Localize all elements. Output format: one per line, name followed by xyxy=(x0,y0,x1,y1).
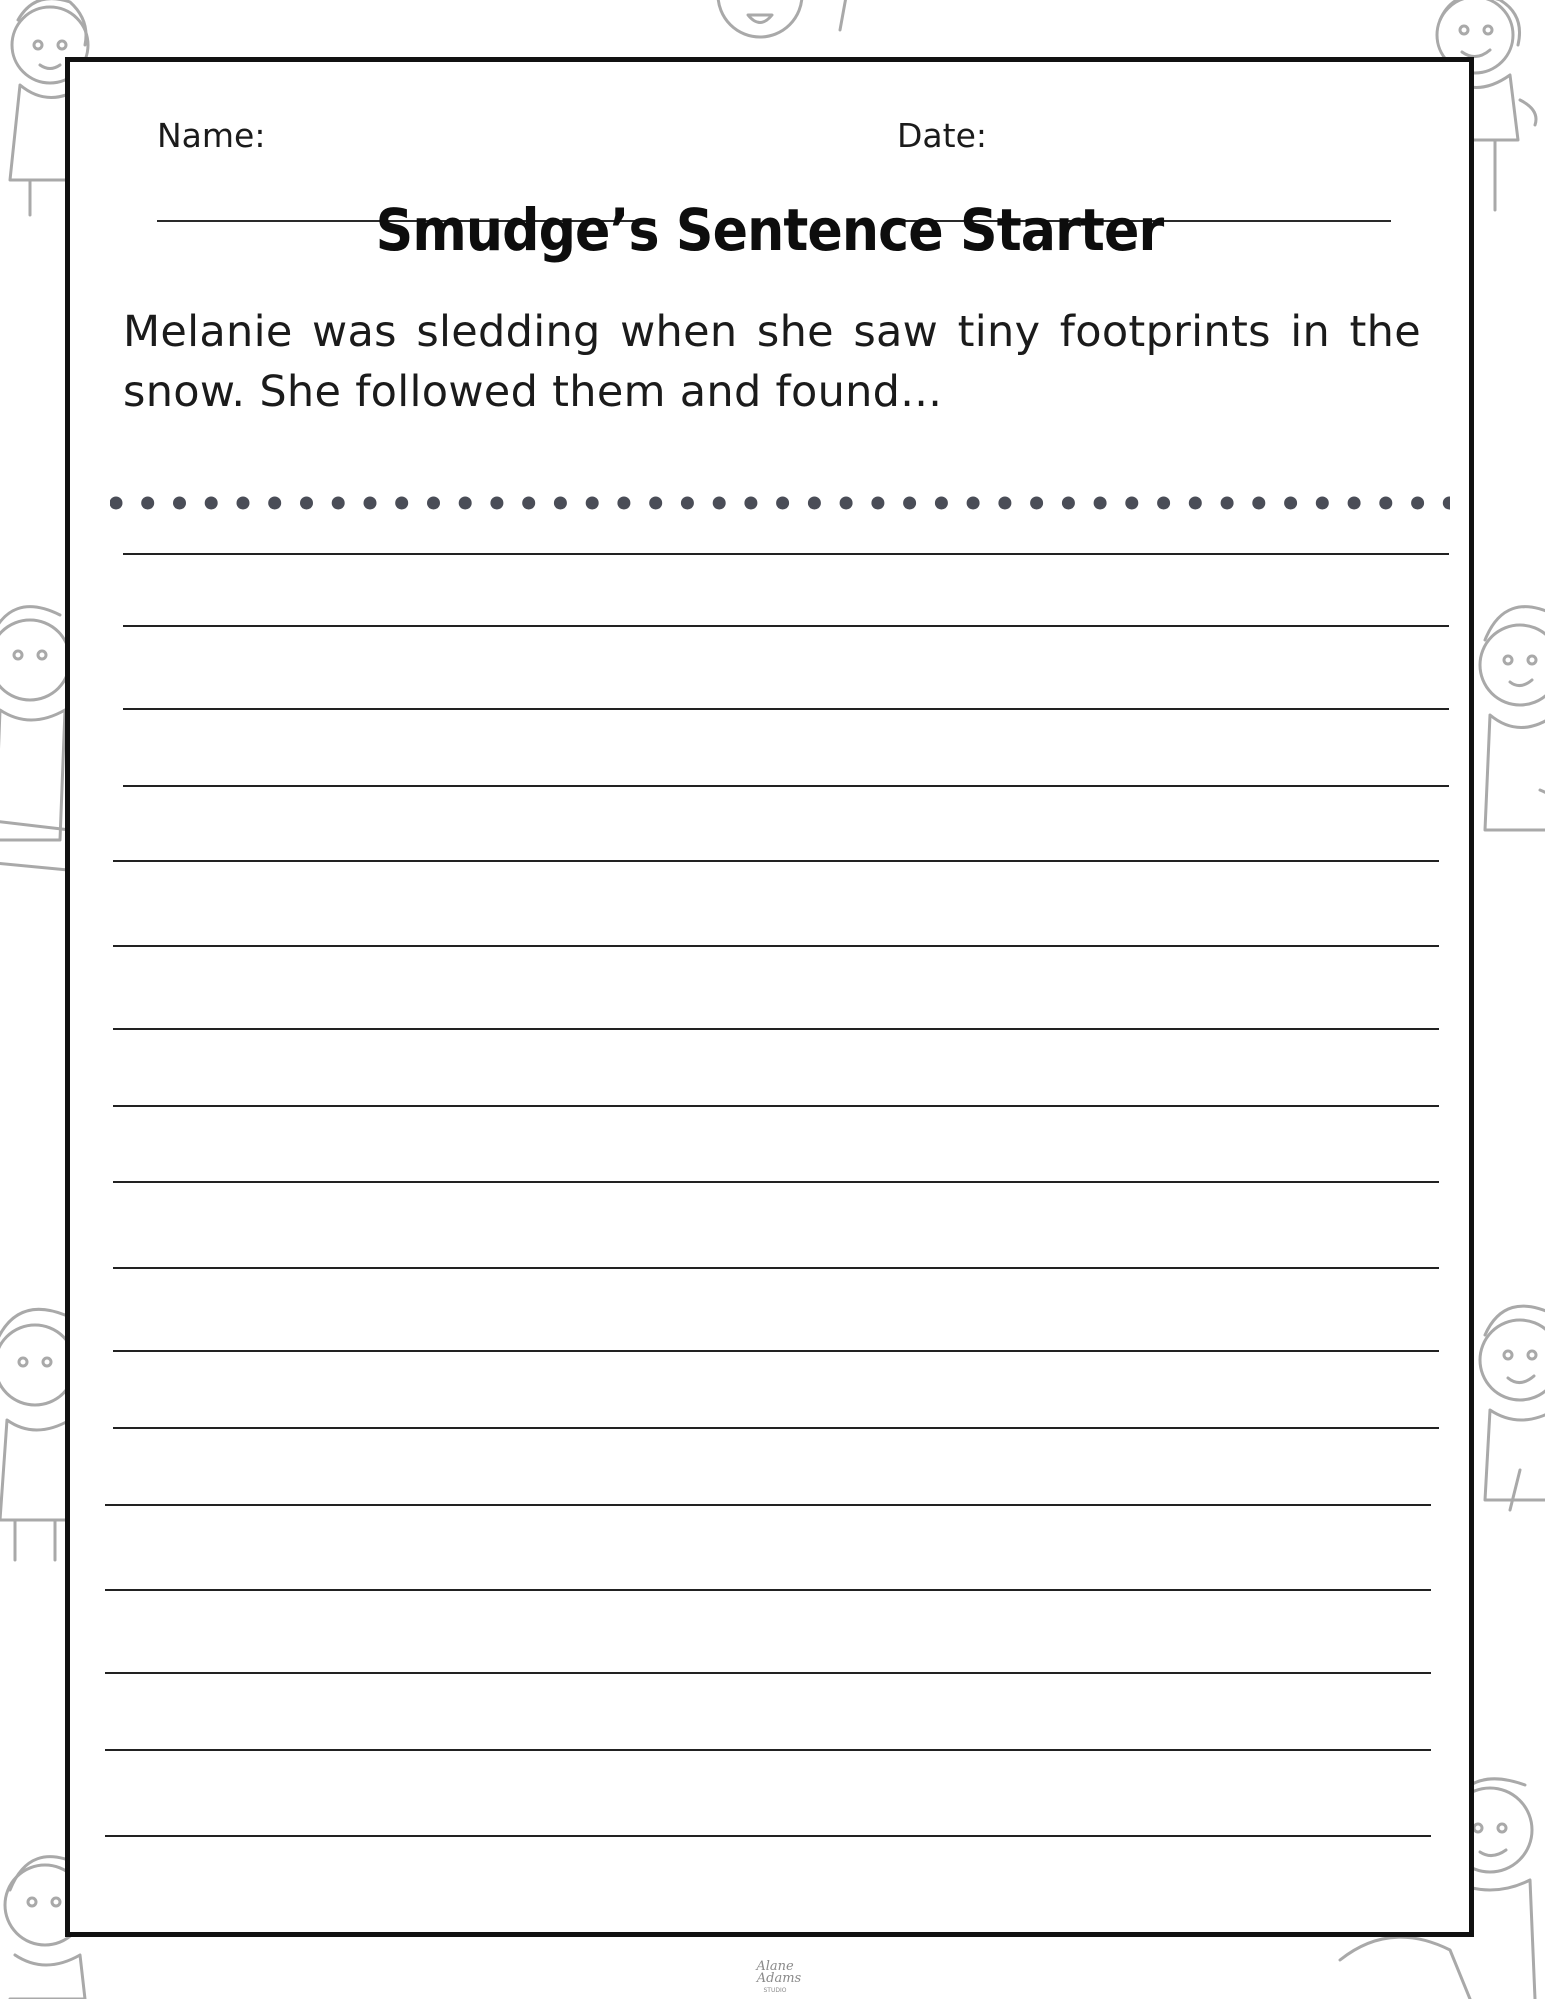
cartoon-kid-icon xyxy=(1470,570,1545,890)
writing-line[interactable] xyxy=(113,1181,1439,1183)
divider-dot xyxy=(1221,497,1234,510)
divider-dot xyxy=(1125,497,1138,510)
writing-line[interactable] xyxy=(105,1672,1431,1674)
writing-line[interactable] xyxy=(123,553,1449,555)
writing-line[interactable] xyxy=(105,1835,1431,1837)
cartoon-kid-icon xyxy=(660,0,860,60)
writing-line[interactable] xyxy=(113,1105,1439,1107)
divider-dot xyxy=(237,497,250,510)
divider-dot xyxy=(459,497,472,510)
divider-dot xyxy=(554,497,567,510)
divider-dot xyxy=(871,497,884,510)
writing-line[interactable] xyxy=(105,1589,1431,1591)
divider-dot xyxy=(173,497,186,510)
divider-dot xyxy=(808,497,821,510)
divider-dot xyxy=(1030,497,1043,510)
divider-dot xyxy=(300,497,313,510)
divider-dot xyxy=(395,497,408,510)
divider-dot xyxy=(490,497,503,510)
divider-dot xyxy=(840,497,853,510)
date-label: Date: xyxy=(897,116,987,155)
divider-dot xyxy=(617,497,630,510)
divider-dot xyxy=(903,497,916,510)
divider-dot xyxy=(1157,497,1170,510)
divider-dot xyxy=(586,497,599,510)
worksheet-title: Smudge’s Sentence Starter xyxy=(375,196,1164,264)
writing-line[interactable] xyxy=(113,1028,1439,1030)
divider-dot xyxy=(744,497,757,510)
divider-dot xyxy=(1411,497,1424,510)
writing-line[interactable] xyxy=(123,785,1449,787)
writing-line[interactable] xyxy=(113,1350,1439,1352)
divider-dot xyxy=(681,497,694,510)
divider-dot xyxy=(1189,497,1202,510)
worksheet-frame xyxy=(65,57,1474,1937)
divider-dot xyxy=(713,497,726,510)
writing-line[interactable] xyxy=(105,1749,1431,1751)
name-label: Name: xyxy=(157,116,266,155)
divider-dot xyxy=(332,497,345,510)
divider-dot xyxy=(522,497,535,510)
divider-dot xyxy=(268,497,281,510)
divider-dot xyxy=(776,497,789,510)
divider-dot xyxy=(1348,497,1361,510)
dotted-divider xyxy=(110,493,1450,513)
cartoon-kid-icon xyxy=(1470,1270,1545,1530)
writing-line[interactable] xyxy=(113,1427,1439,1429)
divider-dot xyxy=(649,497,662,510)
divider-dot xyxy=(364,497,377,510)
svg-text:Adams: Adams xyxy=(756,1971,802,1986)
svg-text:Alane: Alane xyxy=(756,1959,794,1974)
divider-dot xyxy=(1284,497,1297,510)
divider-dot xyxy=(1252,497,1265,510)
alane-adams-studio-logo xyxy=(735,1950,815,1995)
writing-line[interactable] xyxy=(113,1267,1439,1269)
divider-dot xyxy=(967,497,980,510)
divider-dot xyxy=(205,497,218,510)
divider-dot xyxy=(935,497,948,510)
divider-dot xyxy=(427,497,440,510)
svg-text:STUDIO: STUDIO xyxy=(763,1987,787,1994)
divider-dot xyxy=(1094,497,1107,510)
divider-dot xyxy=(1062,497,1075,510)
sentence-starter-prompt: Melanie was sledding when she saw tiny footprints in the snow. She followed them and found... xyxy=(123,307,1421,417)
divider-dot xyxy=(998,497,1011,510)
divider-dot xyxy=(110,497,123,510)
writing-line[interactable] xyxy=(113,945,1439,947)
divider-dot xyxy=(1443,497,1450,510)
writing-line[interactable] xyxy=(105,1504,1431,1506)
writing-line[interactable] xyxy=(123,708,1449,710)
writing-line[interactable] xyxy=(123,625,1449,627)
divider-dot xyxy=(1316,497,1329,510)
writing-line[interactable] xyxy=(113,860,1439,862)
divider-dot xyxy=(1379,497,1392,510)
divider-dot xyxy=(141,497,154,510)
